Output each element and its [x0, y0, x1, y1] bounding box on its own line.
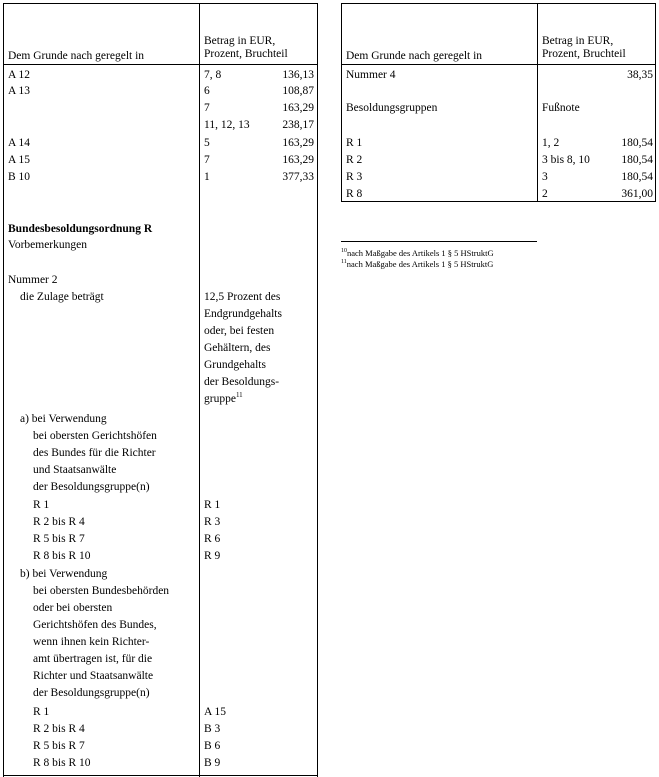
a-row-left: R 1: [33, 499, 50, 511]
row-ref: 7, 8: [204, 69, 222, 81]
row-amount: 180,54: [621, 137, 653, 149]
left-table-left-border: [3, 3, 4, 777]
b-row-right: B 9: [204, 757, 221, 769]
a-line: bei obersten Gerichtshöfen: [33, 430, 157, 442]
footnote-number: 10: [341, 248, 347, 255]
right-header-col2-line2: Prozent, Bruchteil: [542, 48, 626, 60]
b-row-left: R 2 bis R 4: [33, 723, 85, 735]
b-row-left: R 5 bis R 7: [33, 740, 85, 752]
a-row-left: R 5 bis R 7: [33, 533, 85, 545]
a-row-right: R 9: [204, 550, 221, 562]
row-amount: 108,87: [282, 85, 314, 97]
row-amount: 238,17: [282, 119, 314, 131]
row-amount: 163,29: [282, 154, 314, 166]
zulage-value-line: oder, bei festen: [204, 325, 275, 337]
row-amount: 180,54: [621, 171, 653, 183]
b-line: oder bei obersten: [33, 602, 113, 614]
a-row-right: R 3: [204, 516, 221, 528]
footnote-separator: [341, 241, 537, 242]
row-ref: 7: [204, 102, 210, 114]
row-ref: 3: [542, 171, 548, 183]
b-line: wenn ihnen kein Richter-: [33, 636, 150, 648]
row-label: R 2: [346, 154, 363, 166]
a-line: der Besoldungsgruppe(n): [33, 481, 150, 493]
left-table-right-border: [317, 3, 318, 777]
a-row-left: R 8 bis R 10: [33, 550, 91, 562]
b-row-right: B 3: [204, 723, 221, 735]
zulage-value-line: Endgrundgehalts: [204, 308, 282, 320]
a-line: und Staatsanwälte: [33, 464, 117, 476]
left-header-col1: Dem Grunde nach geregelt in: [8, 50, 145, 62]
b-line: bei obersten Bundesbehörden: [33, 585, 170, 597]
row-ref: 2: [542, 188, 548, 200]
row-label: R 1: [346, 137, 363, 149]
left-header-col2-line1: Betrag in EUR,: [204, 35, 276, 47]
row-ref: 3 bis 8, 10: [542, 154, 590, 166]
row-ref: 7: [204, 154, 210, 166]
row-ref: 1, 2: [542, 137, 560, 149]
footnote-number: 11: [341, 259, 347, 266]
b-row-left: R 1: [33, 706, 50, 718]
a-line: des Bundes für die Richter: [33, 447, 156, 459]
b-line: der Besoldungsgruppe(n): [33, 687, 150, 699]
nummer-4-amount: 38,35: [627, 69, 653, 81]
zulage-value-line: Grundgehalts: [204, 359, 266, 371]
nummer-4-label: Nummer 4: [346, 69, 396, 81]
row-amount: 377,33: [282, 171, 314, 183]
subhead-fussnote: Fußnote: [542, 102, 580, 114]
a-row-left: R 2 bis R 4: [33, 516, 85, 528]
row-label: R 3: [346, 171, 363, 183]
b-line: Richter und Staatsanwälte: [33, 670, 154, 682]
right-header-col2-line1: Betrag in EUR,: [542, 35, 614, 47]
nummer-2-label: Nummer 2: [8, 274, 58, 286]
zulage-value-line: 12,5 Prozent des: [204, 291, 281, 303]
zulage-value-line: der Besoldungs-: [204, 376, 280, 388]
row-label: A 13: [8, 85, 31, 97]
row-amount: 361,00: [621, 188, 653, 200]
b-row-right: B 6: [204, 740, 221, 752]
right-table-header-rule: [341, 64, 656, 65]
b-row-left: R 8 bis R 10: [33, 757, 91, 769]
b-row-right: A 15: [204, 706, 227, 718]
b-line: amt übertragen ist, für die: [33, 653, 153, 665]
section-subtitle: Vorbemerkungen: [8, 239, 87, 251]
zulage-label: die Zulage beträgt: [20, 291, 104, 303]
row-ref: 1: [204, 171, 210, 183]
footnote-10: [341, 248, 494, 258]
left-table-column-divider: [199, 3, 200, 777]
row-amount: 163,29: [282, 137, 314, 149]
row-ref: 6: [204, 85, 210, 97]
footnote-11: [341, 259, 493, 269]
right-header-col1: Dem Grunde nach geregelt in: [346, 50, 483, 62]
footnote-text: nach Maßgabe des Artikels 1 § 5 HStruktG: [347, 248, 494, 258]
row-ref: 5: [204, 137, 210, 149]
row-label: A 12: [8, 69, 31, 81]
row-label: R 8: [346, 188, 363, 200]
a-row-right: R 6: [204, 533, 221, 545]
footnote-ref-11: 11: [235, 391, 243, 400]
row-amount: 180,54: [621, 154, 653, 166]
b-line: Gerichtshöfen des Bundes,: [33, 619, 157, 631]
footnote-text: nach Maßgabe des Artikels 1 § 5 HStruktG: [346, 259, 494, 269]
row-label: A 15: [8, 154, 31, 166]
a-line: a) bei Verwendung: [20, 413, 107, 425]
zulage-value-line: Gehältern, des: [204, 342, 271, 354]
row-ref: 11, 12, 13: [204, 119, 250, 131]
subhead-besoldungsgruppen: Besoldungsgruppen: [346, 102, 438, 114]
zulage-value-last: gruppe: [204, 393, 236, 405]
right-table-column-divider: [537, 3, 538, 202]
a-row-right: R 1: [204, 499, 221, 511]
left-header-col2-line2: Prozent, Bruchteil: [204, 48, 288, 60]
row-amount: 163,29: [282, 102, 314, 114]
left-table-bottom-border: [3, 775, 318, 776]
row-label: A 14: [8, 137, 31, 149]
row-amount: 136,13: [282, 69, 314, 81]
zulage-value-line: [204, 392, 243, 406]
b-line: b) bei Verwendung: [20, 568, 108, 580]
section-title: Bundesbesoldungsordnung R: [8, 223, 153, 235]
row-label: B 10: [8, 171, 31, 183]
